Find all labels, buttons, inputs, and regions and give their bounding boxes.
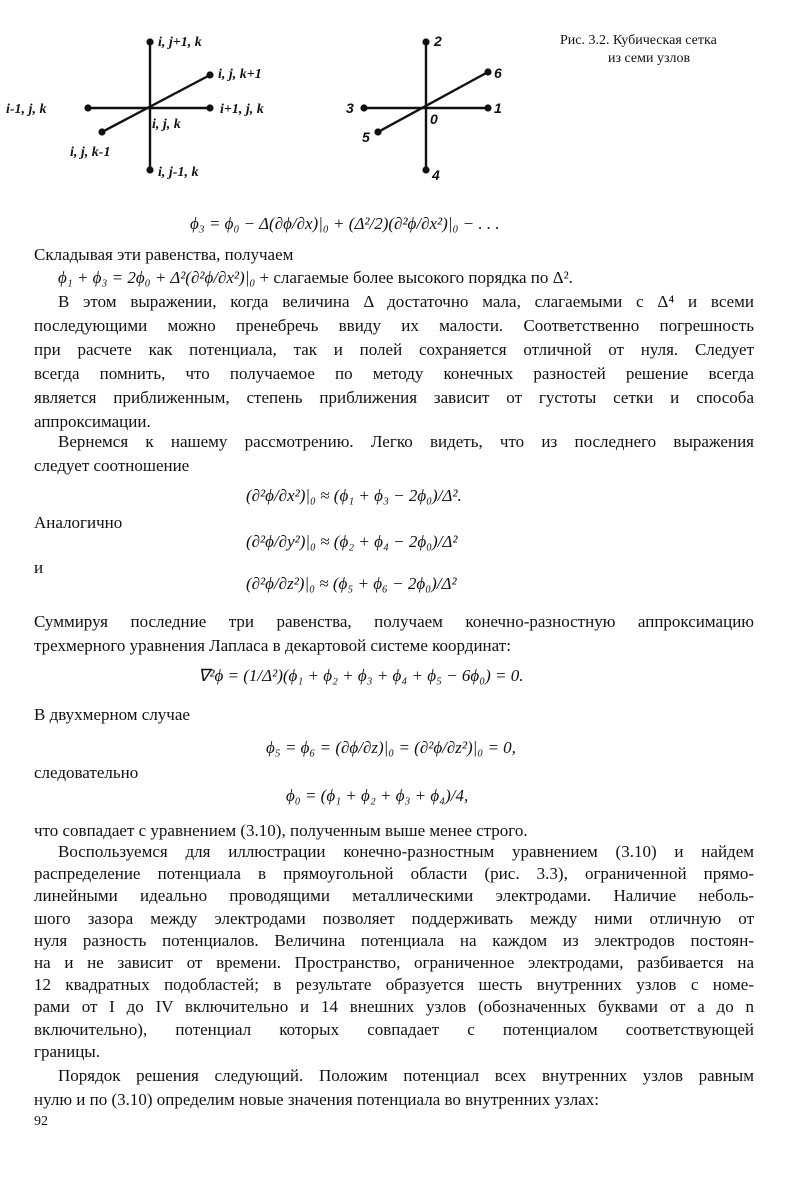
paragraph-line: следует соотношение [34,456,190,475]
paragraph-line: нуля разность потенциалов. Величина потенциала на каждом из электродов постоян- [34,930,754,950]
node-number-right: 1 [494,100,502,116]
equation-d2x: (∂²ϕ/∂x²)|₀ ≈ (ϕ₁ + ϕ₃ − 2ϕ₀)/Δ². [246,486,462,505]
paragraph-line: Порядок решения следующий. Положим потенциал всех внутренних узлов равным [58,1066,754,1085]
paragraph-line: линейными идеально проводящими металлическими электродами. Наличие неболь- [34,886,754,906]
text-line: Складывая эти равенства, получаем [34,245,294,264]
node-label-left: i-1, j, k [6,102,47,117]
node-number-center: 0 [430,111,438,127]
node-label-top: i, j+1, k [158,35,202,50]
equation-phi0: ϕ₀ = (ϕ₁ + ϕ₂ + ϕ₃ + ϕ₄)/4, [286,786,469,805]
equation-2d: ϕ₅ = ϕ₆ = (∂ϕ/∂z)|₀ = (∂²ϕ/∂z²)|₀ = 0, [266,738,516,757]
paragraph-line: Суммируя последние три равенства, получаем конечно-разностную аппроксимацию [34,612,754,631]
figure-caption-line: Рис. 3.2. Кубическая сетка [560,33,717,48]
text-line: следовательно [34,763,139,782]
node-number-bottom: 4 [432,167,440,183]
equation-sum-formula: ϕ₁ + ϕ₃ = 2ϕ₀ + Δ²(∂²ϕ/∂x²)|₀ [58,268,256,287]
equation-sum [58,268,573,288]
equation-d2z: (∂²ϕ/∂z²)|₀ ≈ (ϕ₅ + ϕ₆ − 2ϕ₀)/Δ² [246,574,457,593]
node-label-lower-left: i, j, k-1 [70,145,111,160]
node-label-upper-right: i, j, k+1 [218,67,262,82]
stencil-figure-left [0,20,320,195]
paragraph-line: рами от I до IV включительно и 14 внешних узлов (обозначенных буквами от a до n [34,997,754,1017]
equation-laplace: ∇²ϕ = (1/Δ²)(ϕ₁ + ϕ₂ + ϕ₃ + ϕ₄ + ϕ₅ − 6ϕ₀) = 0. [198,666,524,685]
equation-phi3-expansion: ϕ₃ = ϕ₀ − Δ(∂ϕ/∂x)|₀ + (Δ²/2)(∂²ϕ/∂x²)|₀ − . . . [190,214,500,233]
node-label-center: i, j, k [152,117,181,132]
paragraph-line: Вернемся к нашему рассмотрению. Легко видеть, что из последнего выражения [58,432,754,451]
node-number-lower-left: 5 [362,129,370,145]
equation-d2y: (∂²ϕ/∂y²)|₀ ≈ (ϕ₂ + ϕ₄ − 2ϕ₀)/Δ² [246,532,458,551]
node-number-left: 3 [346,100,354,116]
paragraph-line: В этом выражении, когда величина Δ достаточно мала, слагаемыми с Δ⁴ и всеми [58,292,754,311]
text-line: что совпадает с уравнением (3.10), полученным выше менее строго. [34,821,528,840]
node-label-bottom: i, j-1, k [158,165,199,180]
equation-sum-tail: + слагаемые более высокого порядка по Δ². [259,268,573,287]
paragraph-line: нулю и по (3.10) определим новые значения потенциала во внутренних узлах: [34,1090,599,1109]
paragraph-line: шого зазора между электродами позволяет поддерживать между ними отличную от [34,908,754,928]
stencil-figure-right [330,20,530,195]
paragraph-line: последующими можно пренебречь ввиду их малости. Соответственно погрешность [34,316,754,335]
figure-caption [560,32,760,68]
node-number-upper-right: 6 [494,65,502,81]
page-number: 92 [34,1114,48,1129]
text-line: В двухмерном случае [34,705,190,724]
paragraph-line: включительно), потенциал которых совпадает с потенциалом соответствующей [34,1019,754,1039]
paragraph-line: аппроксимации. [34,412,151,431]
node-number-top: 2 [434,33,442,49]
paragraph-line: границы. [34,1041,100,1061]
paragraph-line: при расчете как потенциала, так и полей сохраняется отличной от нуля. Следует [34,340,754,359]
paragraph-line: Воспользуемся для иллюстрации конечно-разностным уравнением (3.10) и найдем [58,842,754,861]
paragraph-line: трехмерного уравнения Лапласа в декартовой системе координат: [34,636,511,655]
paragraph-line: распределение потенциала в прямоугольной области (рис. 3.3), ограниченной прямо- [34,864,754,884]
figure-caption-line: из семи узлов [608,51,691,66]
paragraph-line: 12 квадратных подобластей; в результате образуется шесть внутренних узлов с номе- [34,975,754,995]
text-line: Аналогично [34,513,123,532]
paragraph-line: на и не зависит от времени. Пространство, ограниченное электродами, разбивается на [34,953,754,972]
paragraph-line: является приближенным, степень приближения зависит от густоты сетки и способа [34,388,754,407]
paragraph-line: всегда помнить, что получаемое по методу конечных разностей решение всегда [34,364,754,383]
text-line: и [34,558,44,577]
node-label-right: i+1, j, k [220,102,264,117]
